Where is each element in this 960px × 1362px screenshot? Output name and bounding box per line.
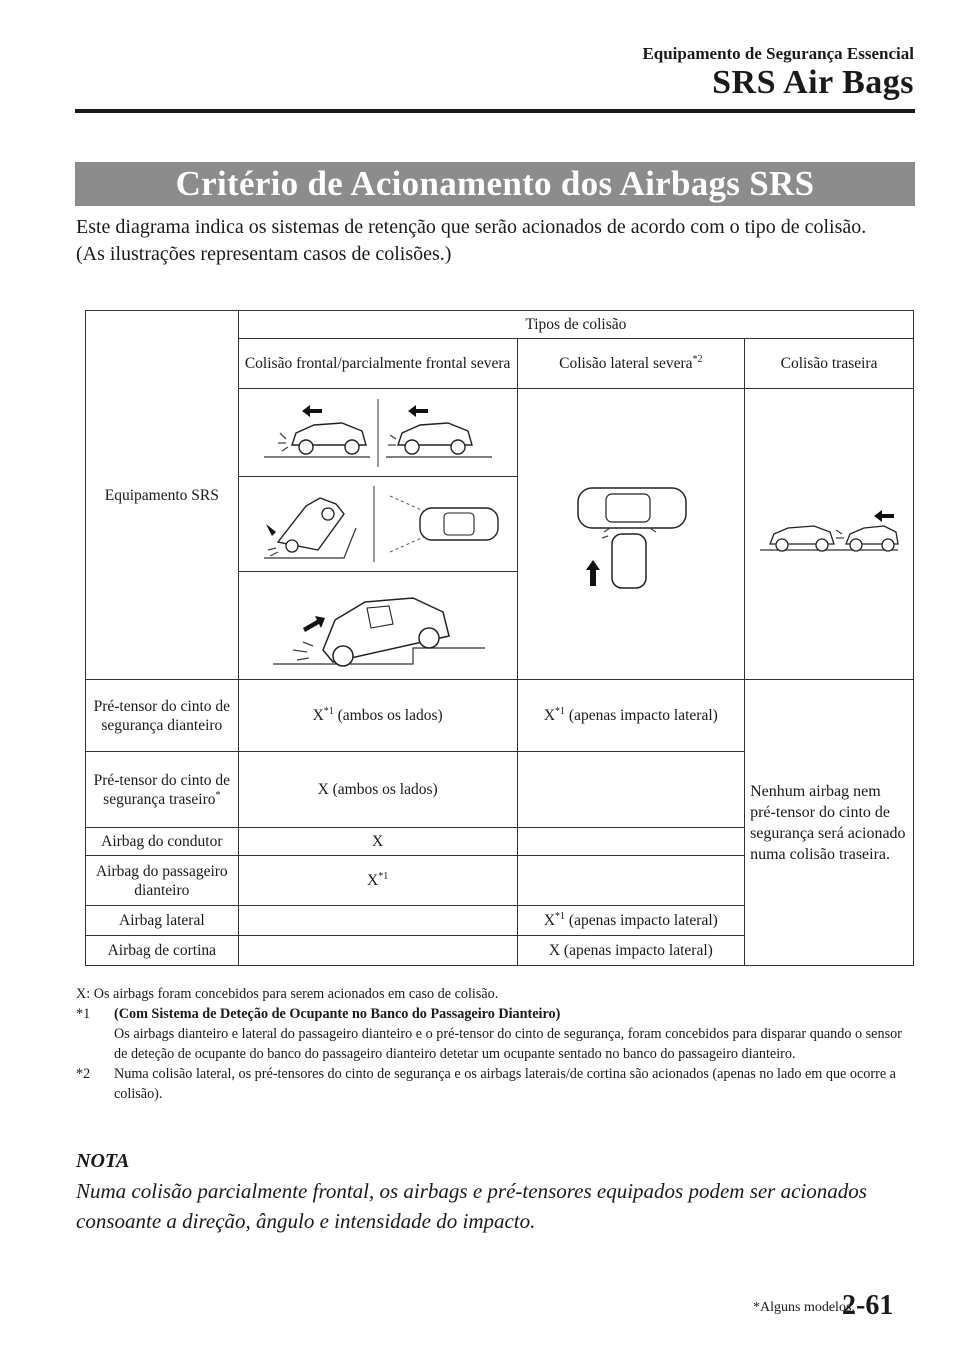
- row-label-rear-pretensioner: Pré-tensor do cinto de segurança traseiro*: [86, 752, 239, 828]
- header-divider: [75, 109, 915, 113]
- cell-rear-pretensioner-frontal: X (ambos os lados): [238, 752, 517, 828]
- footnote-1-title: (Com Sistema de Deteção de Ocupante no Banco do Passageiro Dianteiro): [114, 1006, 561, 1022]
- rear-collision-note: Nenhum airbag nem pré-tensor do cinto de segurança será acionado numa colisão traseira.: [745, 680, 914, 966]
- deployment-criteria-table: [85, 310, 914, 966]
- footnote-1-body: Os airbags dianteiro e lateral do passageiro dianteiro e o pré-tensor do cinto de segurança, foram concebidos para disparar quando o sensor de deteção de ocupante do banco do passageiro dianteiro detetar um ocupante sentado no banco do passageiro dianteiro.: [114, 1026, 902, 1062]
- intro-line-2: (As ilustrações representam casos de colisões.): [76, 243, 452, 265]
- cell-front-pretensioner-frontal: $X^{*1}$ (ambos os lados): [238, 680, 517, 752]
- rear-collision-illustration: [745, 389, 914, 680]
- frontal-collision-header: Colisão frontal/parcialmente frontal severa: [238, 339, 517, 389]
- page-number: 2-61: [842, 1290, 894, 1321]
- cell-curtain-airbag-lateral: X (apenas impacto lateral): [517, 936, 745, 966]
- row-label-front-pretensioner: Pré-tensor do cinto de segurança dianteiro: [86, 680, 239, 752]
- footnote-1: [76, 1004, 916, 1064]
- some-models-note: *Alguns modelos.: [753, 1300, 855, 1315]
- cell-side-airbag-lateral: $X^{*1}$ (apenas impacto lateral): [517, 906, 745, 936]
- section-banner: Critério de Acionamento dos Airbags SRS: [75, 162, 915, 206]
- row-label-curtain-airbag: Airbag de cortina: [86, 936, 239, 966]
- footnote-2: [76, 1064, 916, 1104]
- srs-equipment-header: Equipamento SRS: [86, 311, 239, 680]
- frontal-collision-illustration-3: [238, 572, 517, 680]
- footnote-x: X: Os airbags foram concebidos para serem acionados em caso de colisão.: [76, 986, 499, 1002]
- page-title: SRS Air Bags: [712, 64, 914, 101]
- footnote-2-mark: *2: [76, 1066, 91, 1082]
- footnotes: [76, 984, 916, 1104]
- frontal-collision-illustration-1: [238, 389, 517, 477]
- intro-text: [76, 214, 912, 268]
- cell-passenger-airbag-lateral: [517, 856, 745, 906]
- cell-driver-airbag-frontal: X: [238, 828, 517, 856]
- rear-collision-header: Colisão traseira: [745, 339, 914, 389]
- frontal-collision-illustration-2: [238, 477, 517, 572]
- cell-curtain-airbag-frontal: [238, 936, 517, 966]
- note-heading: NOTA: [76, 1150, 130, 1172]
- collision-types-header: Tipos de colisão: [238, 311, 913, 339]
- footnote-1-mark: *1: [76, 1006, 91, 1022]
- row-label-side-airbag: Airbag lateral: [86, 906, 239, 936]
- cell-front-pretensioner-lateral: $X^{*1}$ (apenas impacto lateral): [517, 680, 745, 752]
- note-body: Numa colisão parcialmente frontal, os airbags e pré-tensores equipados podem ser acionados consoante a direção, ângulo e intensidade do impacto.: [76, 1179, 867, 1233]
- cell-passenger-airbag-frontal: $X^{*1}$: [238, 856, 517, 906]
- row-label-passenger-airbag: Airbag do passageiro dianteiro: [86, 856, 239, 906]
- row-label-driver-airbag: Airbag do condutor: [86, 828, 239, 856]
- cell-driver-airbag-lateral: [517, 828, 745, 856]
- footnote-2-body: Numa colisão lateral, os pré-tensores do cinto de segurança e os airbags laterais/de cortina são acionados (apenas no lado em que ocorre a colisão).: [114, 1066, 896, 1102]
- lateral-collision-header: Colisão lateral severa$^{*2}$: [517, 339, 745, 389]
- intro-line-1: Este diagrama indica os sistemas de retenção que serão acionados de acordo com o tipo de colisão.: [76, 216, 867, 238]
- cell-side-airbag-frontal: [238, 906, 517, 936]
- cell-rear-pretensioner-lateral: [517, 752, 745, 828]
- section-name: Equipamento de Segurança Essencial: [642, 44, 914, 63]
- lateral-collision-illustration: [517, 389, 745, 680]
